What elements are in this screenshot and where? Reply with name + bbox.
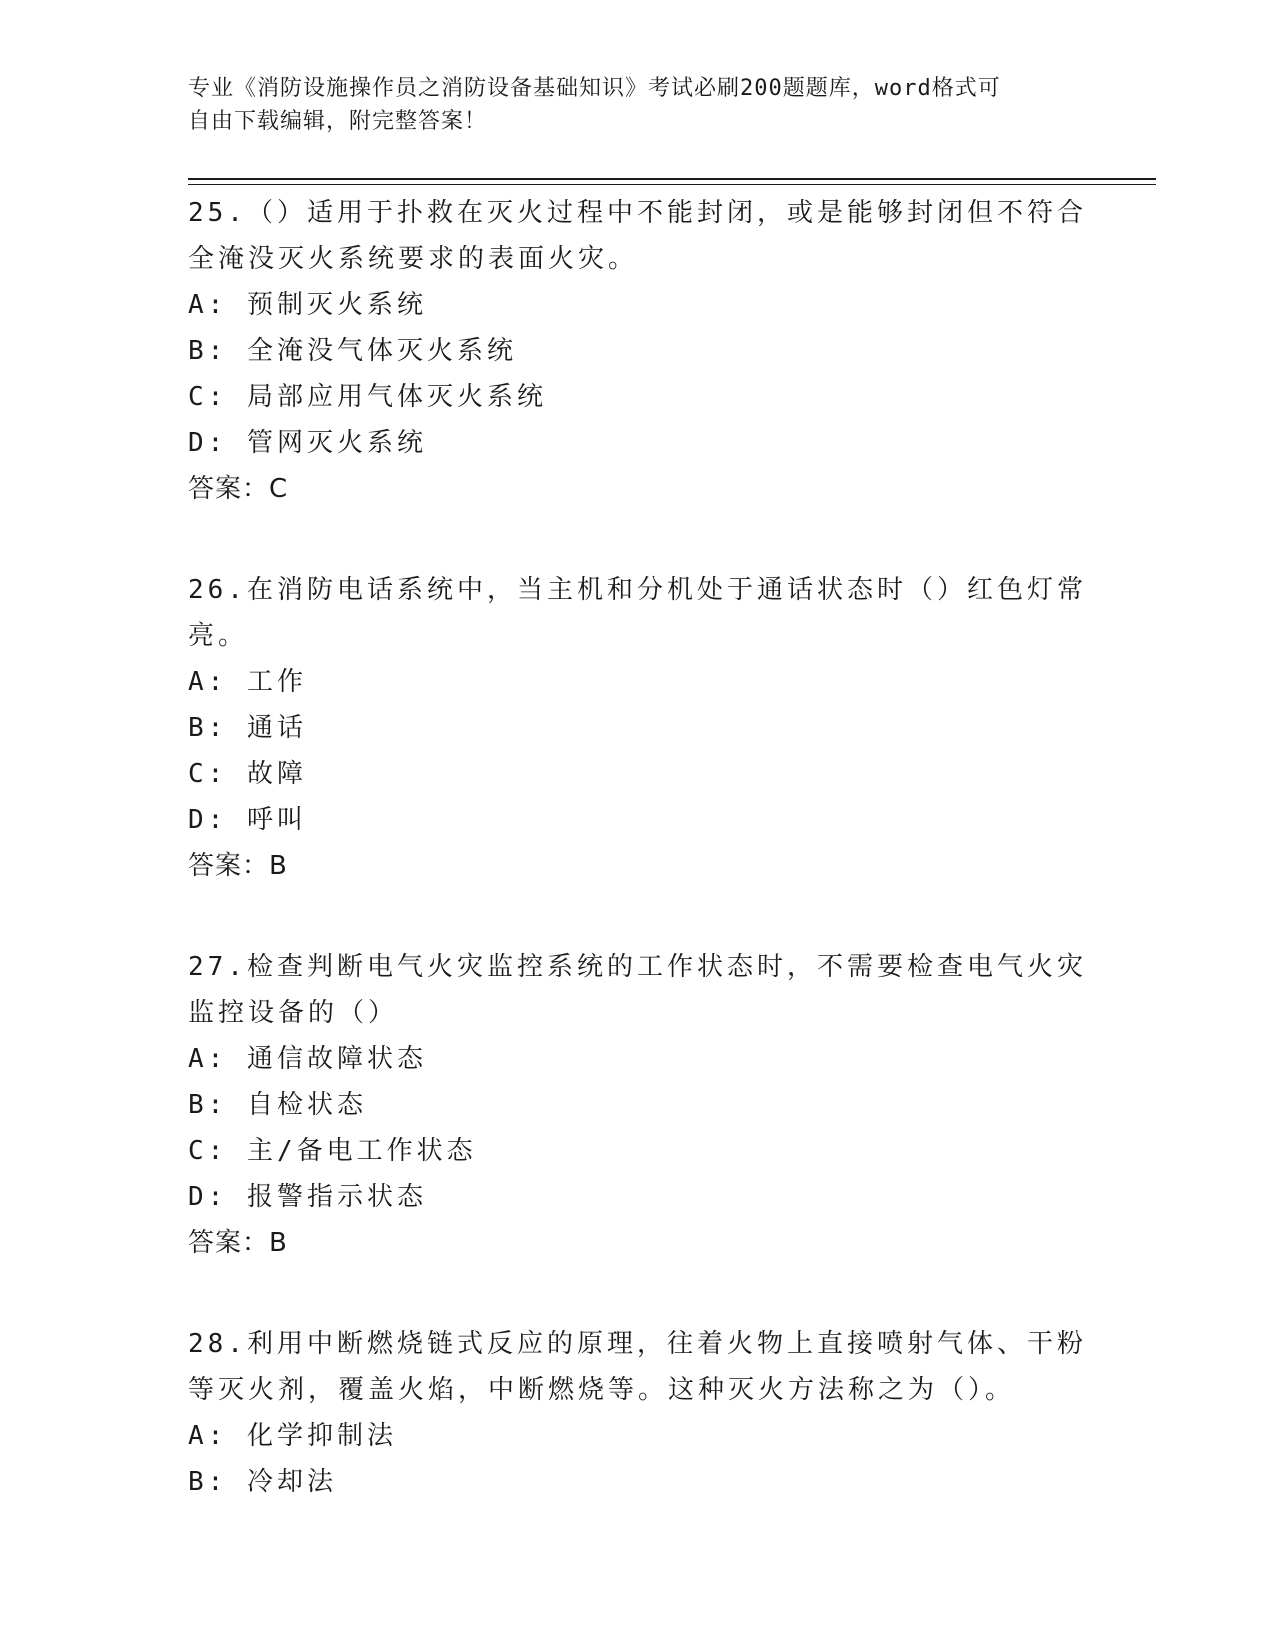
option-b: B: 全淹没气体灭火系统 (188, 336, 517, 366)
question-list (188, 186, 1088, 1560)
option-d: D: 管网灭火系统 (188, 428, 427, 458)
option-a: A: 通信故障状态 (188, 1044, 427, 1074)
header-line-2: 自由下载编辑，附完整答案！ (188, 109, 488, 134)
option-a: A: 预制灭火系统 (188, 290, 427, 320)
option-a: A: 工作 (188, 667, 307, 697)
question-text: 27.检查判断电气火灾监控系统的工作状态时，不需要检查电气火灾监控设备的（） (188, 952, 1087, 1028)
question-text: 26.在消防电话系统中，当主机和分机处于通话状态时（）红色灯常亮。 (188, 575, 1087, 651)
option-c: C: 局部应用气体灭火系统 (188, 382, 547, 412)
answer-line: 答案：C (188, 474, 289, 504)
question-28 (188, 1321, 1088, 1505)
header-divider-thin (188, 184, 1156, 185)
document-header (188, 72, 1088, 138)
option-c: C: 故障 (188, 759, 307, 789)
option-c: C: 主/备电工作状态 (188, 1136, 477, 1166)
option-b: B: 通话 (188, 713, 307, 743)
question-text: 25.（）适用于扑救在灭火过程中不能封闭，或是能够封闭但不符合全淹没灭火系统要求的表面火灾。 (188, 198, 1087, 274)
question-26 (188, 567, 1088, 889)
option-a: A: 化学抑制法 (188, 1421, 397, 1451)
answer-line: 答案：B (188, 1228, 288, 1258)
header-line-1: 专业《消防设施操作员之消防设备基础知识》考试必刷200题题库，word格式可 (188, 76, 1001, 101)
question-27 (188, 944, 1088, 1266)
question-text: 28.利用中断燃烧链式反应的原理，往着火物上直接喷射气体、干粉等灭火剂，覆盖火焰，中断燃烧等。这种灭火方法称之为（）。 (188, 1329, 1087, 1405)
header-divider-thick (188, 178, 1156, 180)
option-b: B: 自检状态 (188, 1090, 367, 1120)
question-25 (188, 190, 1088, 512)
answer-line: 答案：B (188, 851, 288, 881)
option-b: B: 冷却法 (188, 1467, 337, 1497)
option-d: D: 呼叫 (188, 805, 307, 835)
option-d: D: 报警指示状态 (188, 1182, 427, 1212)
